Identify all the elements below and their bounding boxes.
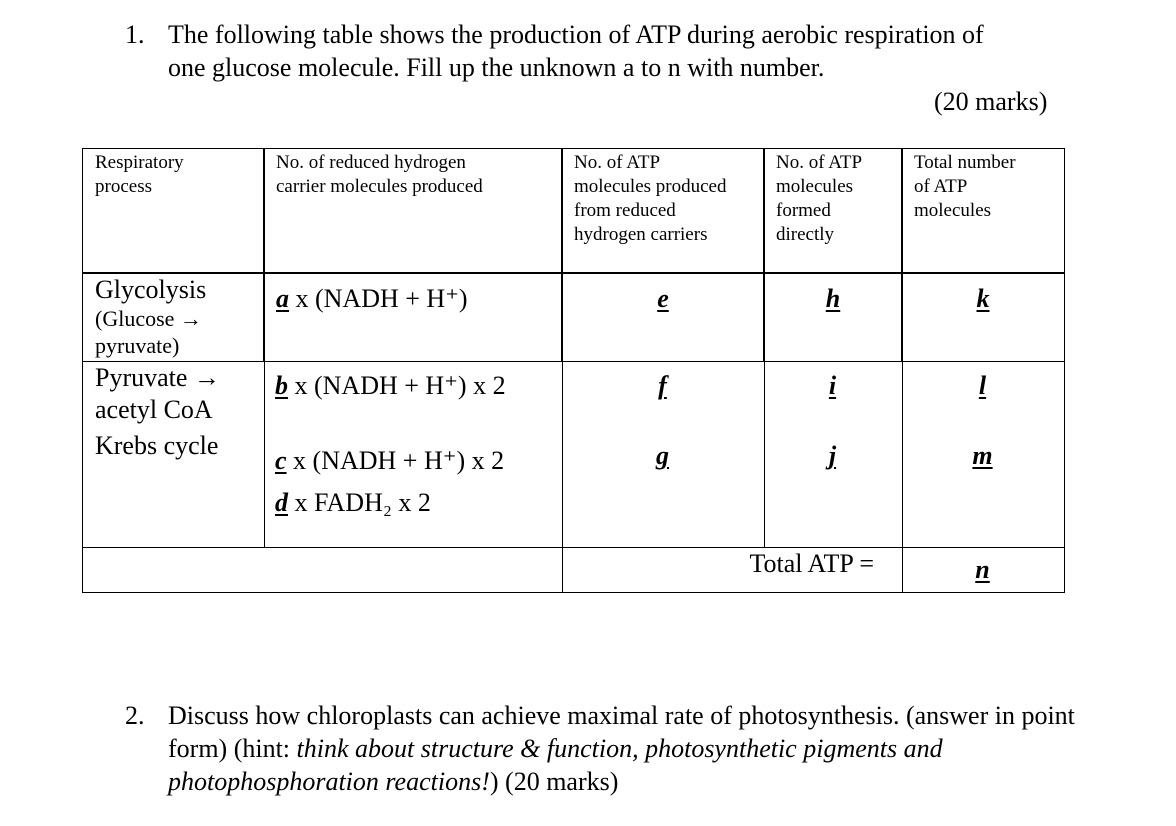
question-2-marks: ) (20 marks) — [489, 767, 619, 796]
header-text: No. of reduced hydrogen — [276, 152, 466, 173]
carrier-formula: x (NADH + H⁺) x 2 — [288, 371, 506, 400]
blank-a: a — [276, 284, 289, 313]
header-text: from reduced — [574, 200, 676, 221]
process-name: acetyl CoA — [95, 395, 213, 424]
header-carrier-molecules — [263, 148, 563, 274]
header-text: molecules — [776, 176, 854, 197]
total-atp-value-cell — [901, 546, 1065, 593]
question-2-hint: think about structure & function, photosynthetic pigments and photophosphoration reactions! — [168, 734, 943, 796]
header-respiratory-process — [82, 148, 265, 274]
row-pyruvate-atp-reduced — [561, 360, 765, 430]
blank-e: e — [657, 284, 669, 313]
header-text: Respiratory — [95, 152, 184, 173]
row-krebs-atp-direct — [763, 428, 903, 548]
row-krebs-label — [82, 428, 265, 548]
krebs-carrier-line-1 — [275, 440, 562, 482]
question-1 — [125, 18, 1070, 84]
row-glycolysis-atp-reduced — [561, 272, 765, 362]
carrier-formula: x (NADH + H⁺) — [289, 284, 468, 313]
row-pyruvate-label — [82, 360, 265, 430]
question-2-number: 2. — [125, 701, 145, 730]
row-glycolysis-carriers — [263, 272, 563, 362]
question-1-text — [168, 18, 1070, 84]
blank-i: i — [828, 371, 837, 400]
header-text: hydrogen carriers — [574, 224, 708, 245]
header-text: directly — [776, 224, 835, 245]
header-text: Total number — [914, 152, 1016, 173]
question-2-prompt: Discuss how chloroplasts can achieve maximal rate of photosynthesis. (answer in point form) (hint: — [168, 701, 1075, 763]
blank-f: f — [658, 371, 667, 400]
question-1-marks: (20 marks) — [934, 87, 1048, 116]
row-glycolysis-total — [901, 272, 1065, 362]
header-text: molecules produced — [574, 176, 727, 197]
question-2 — [125, 699, 1085, 798]
header-atp-from-carriers — [561, 148, 765, 274]
question-2-text — [168, 699, 1085, 798]
process-detail: pyruvate) — [95, 333, 180, 358]
blank-c: c — [275, 446, 287, 475]
header-total-atp — [901, 148, 1065, 274]
total-atp-label: Total ATP = — [749, 549, 874, 578]
row-pyruvate-total — [901, 360, 1065, 430]
question-1-number: 1. — [125, 20, 145, 49]
header-text: molecules — [914, 200, 992, 221]
row-krebs-total — [901, 428, 1065, 548]
row-pyruvate-carriers — [263, 360, 563, 430]
carrier-formula: x FADH₂ x 2 — [288, 488, 431, 517]
header-text: No. of ATP — [574, 152, 661, 173]
blank-l: l — [978, 371, 987, 400]
blank-n: n — [975, 555, 990, 584]
question-1-line-2: one glucose molecule. Fill up the unknown a to n with number. — [168, 53, 825, 82]
blank-d: d — [275, 488, 288, 517]
header-text: of ATP — [914, 176, 968, 197]
header-text: No. of ATP — [776, 152, 863, 173]
total-atp-label-cell — [561, 546, 903, 593]
blank-g: g — [656, 441, 669, 470]
row-glycolysis-label — [82, 272, 265, 362]
process-detail: (Glucose → — [95, 306, 202, 331]
carrier-formula: x (NADH + H⁺) x 2 — [286, 446, 505, 475]
blank-j: j — [828, 441, 837, 470]
blank-h: h — [825, 284, 841, 313]
row-pyruvate-atp-direct — [763, 360, 903, 430]
krebs-carrier-line-2 — [275, 482, 562, 524]
process-name: Glycolysis — [95, 275, 207, 304]
blank-b: b — [275, 371, 288, 400]
header-text: process — [95, 176, 152, 197]
total-row-blank — [82, 546, 563, 593]
header-text: carrier molecules produced — [276, 176, 483, 197]
blank-m: m — [972, 441, 993, 470]
blank-k: k — [976, 284, 990, 313]
process-name: Krebs cycle — [95, 431, 219, 460]
row-krebs-atp-reduced — [561, 428, 765, 548]
process-name: Pyruvate → — [95, 363, 220, 392]
header-atp-directly — [763, 148, 903, 274]
row-glycolysis-atp-direct — [763, 272, 903, 362]
question-1-line-1: The following table shows the production of ATP during aerobic respiration of — [168, 20, 984, 49]
row-krebs-carriers — [263, 428, 563, 548]
header-text: formed — [776, 200, 831, 221]
